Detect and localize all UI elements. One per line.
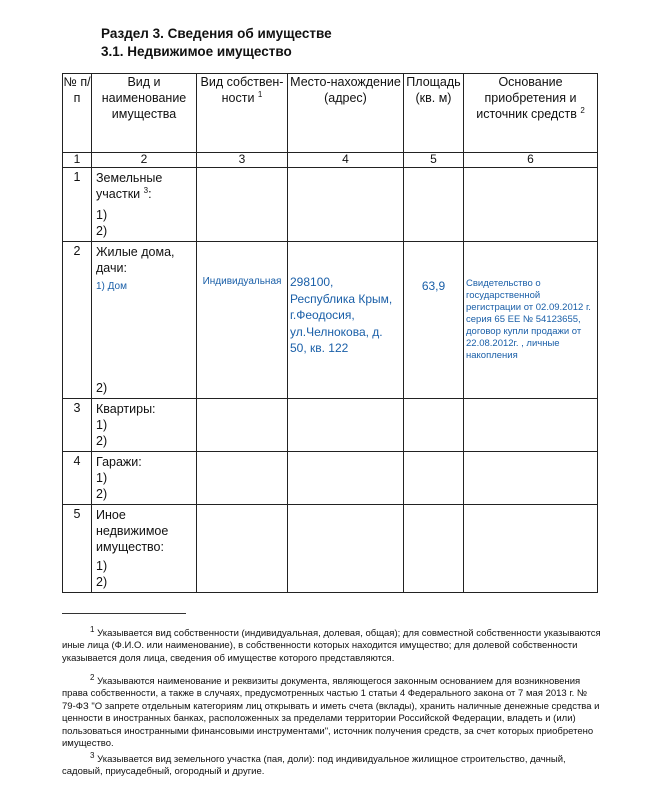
list-item: 1) — [96, 208, 108, 222]
row-num: 4 — [63, 452, 92, 505]
table-row — [63, 168, 598, 242]
footnote-text: Указываются наименование и реквизиты документа, являющегося законным основанием для возникновения права собственности, а также в случаях, предусмотренных частью 1 статьи 4 Федерального закона от 7 мая 2013 г. № 79-ФЗ "О запрете отдельным категориям лиц открывать и иметь счета (вклады), хранить наличные денежные средства и ценности в иностранных банках, расположенных за пределами территории Российской Федерации, владеть и (или) пользоваться иностранными финансовыми инструментами", источник получения средств, за счет которых приобретено имущество. — [62, 676, 600, 750]
footnote-mark — [62, 750, 95, 765]
footnote-mark-number: 2 — [90, 672, 95, 682]
header-location: Место-нахождение (адрес) — [288, 74, 404, 153]
column-numbers-row — [63, 153, 598, 168]
row-name — [92, 505, 197, 593]
row-basis — [464, 399, 598, 452]
header-ownership-label: Вид собствен-ности — [200, 75, 284, 105]
header-area: Площадь (кв. м) — [404, 74, 464, 153]
footnote-mark-number: 1 — [90, 624, 95, 634]
header-ownership — [197, 74, 288, 153]
list-item: 1) — [96, 418, 108, 432]
footnote-mark — [62, 672, 95, 687]
column-number: 1 — [63, 153, 92, 168]
row-name-text: Земельные участки — [96, 171, 163, 201]
row-name-label — [96, 170, 194, 202]
row-name-label: Жилые дома, дачи: — [96, 245, 175, 275]
column-number: 4 — [288, 153, 404, 168]
row-name-label: Гаражи: — [96, 455, 142, 469]
row-basis: Свидетельство о государственной регистрации от 02.09.2012 г. серия 65 ЕЕ № 54123655, договор купли продажи от 22.08.2012г. , личные накопления — [464, 242, 598, 399]
footnote-text: Указывается вид земельного участка (пая, доли): под индивидуальное жилищное строительство, дачный, садовый, приусадебный, огородный и другие. — [62, 754, 566, 778]
header-ownership-sup: 1 — [257, 89, 263, 99]
column-number: 5 — [404, 153, 464, 168]
row-num: 3 — [63, 399, 92, 452]
header-num: № п/п — [63, 74, 92, 153]
footnote-mark — [62, 624, 95, 639]
row-area — [404, 399, 464, 452]
row-location — [288, 399, 404, 452]
row-ownership — [197, 452, 288, 505]
row-name-label: Иное недвижимое имущество: — [96, 508, 169, 554]
row-ownership: Индивидуальная — [197, 242, 288, 399]
row-name — [92, 242, 197, 399]
real-estate-table — [62, 73, 598, 593]
list-item: 2) — [96, 434, 108, 448]
row-basis — [464, 168, 598, 242]
row-area: 63,9 — [404, 242, 464, 399]
table-row — [63, 505, 598, 593]
row-ownership — [197, 399, 288, 452]
row-name — [92, 452, 197, 505]
footnote-text: Указывается вид собственности (индивидуальная, долевая, общая); для совместной собственности указываются иные лица (Ф.И.О. или наименование), в собственности которых находится имущество; для долевой собственности указывается доля лица, сведения об имуществе которого представляются. — [62, 628, 601, 664]
row-area — [404, 452, 464, 505]
row-name — [92, 399, 197, 452]
list-item: 2) — [96, 575, 108, 589]
header-basis — [464, 74, 598, 153]
row-name-label: Квартиры: — [96, 402, 156, 416]
column-number: 6 — [464, 153, 598, 168]
row-name-suffix: : — [148, 187, 152, 201]
list-item: 2) — [96, 224, 108, 238]
list-item: 1) Дом — [96, 281, 127, 292]
header-name: Вид и наименование имущества — [92, 74, 197, 153]
table-row — [63, 399, 598, 452]
footnote-mark-number: 3 — [90, 750, 95, 760]
row-basis — [464, 452, 598, 505]
table-row — [63, 452, 598, 505]
row-location — [288, 452, 404, 505]
row-ownership — [197, 168, 288, 242]
footnote-1 — [62, 624, 602, 665]
subsection-title: 3.1. Недвижимое имущество — [101, 44, 292, 59]
table-header-row — [63, 74, 598, 153]
list-item: 2) — [96, 487, 108, 501]
row-area — [404, 168, 464, 242]
footnote-divider — [62, 613, 186, 614]
list-item: 1) — [96, 471, 108, 485]
column-number: 2 — [92, 153, 197, 168]
footnote-2 — [62, 672, 602, 750]
row-num: 2 — [63, 242, 92, 399]
row-location — [288, 505, 404, 593]
table-row — [63, 242, 598, 399]
row-name-sup: 3 — [143, 185, 149, 195]
row-num: 5 — [63, 505, 92, 593]
row-location — [288, 168, 404, 242]
row-area — [404, 505, 464, 593]
section-title: Раздел 3. Сведения об имуществе — [101, 26, 332, 41]
list-item: 1) — [96, 559, 108, 573]
row-ownership — [197, 505, 288, 593]
column-number: 3 — [197, 153, 288, 168]
footnote-3 — [62, 750, 602, 779]
header-basis-label: Основание приобретения и источник средств — [476, 75, 577, 121]
list-item: 2) — [96, 381, 108, 395]
row-num: 1 — [63, 168, 92, 242]
row-basis — [464, 505, 598, 593]
row-location: 298100, Республика Крым, г.Феодосия, ул.Челнокова, д. 50, кв. 122 — [288, 242, 404, 399]
header-basis-sup: 2 — [580, 105, 585, 115]
row-name — [92, 168, 197, 242]
